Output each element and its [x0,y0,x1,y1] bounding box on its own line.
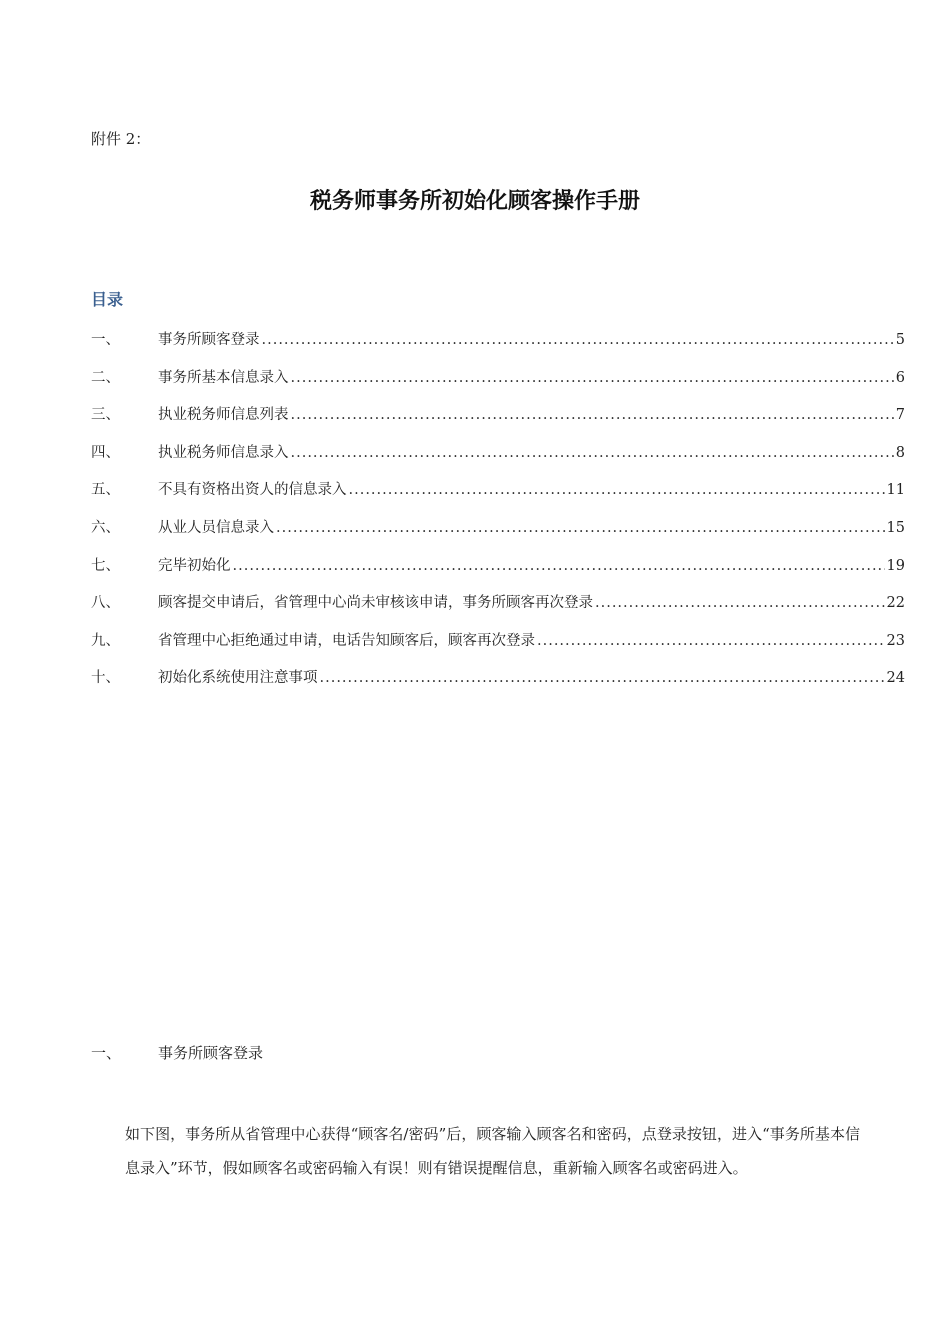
toc-entry-text: 事务所基本信息录入 [158,369,289,386]
toc-entry-page: 19 [886,557,905,574]
toc-entry-number: 四、 [91,444,120,461]
toc-leader-dots [291,367,894,389]
toc-heading: 目录 [91,290,124,309]
toc-entry-4[interactable] [91,442,905,480]
toc-entry-number: 十、 [91,670,120,687]
document-title: 税务师事务所初始化顾客操作手册 [309,188,640,214]
toc-entry-text: 不具有资格出资人的信息录入 [158,482,347,499]
toc-entry-page: 22 [886,595,905,612]
toc-leader-dots [262,329,894,351]
toc-entry-text: 执业税务师信息录入 [158,444,289,461]
table-of-contents [91,329,905,705]
toc-entry-number: 七、 [91,557,120,574]
toc-entry-5[interactable] [91,479,905,517]
toc-leader-dots [537,630,885,652]
toc-entry-page: 8 [895,444,905,461]
toc-entry-7[interactable] [91,555,905,593]
toc-entry-number: 六、 [91,519,120,536]
toc-entry-text: 事务所顾客登录 [158,332,260,348]
toc-entry-text: 顾客提交申请后，省管理中心尚未审核该申请，事务所顾客再次登录 [158,595,593,612]
toc-leader-dots [349,479,885,501]
toc-entry-page: 15 [886,519,905,536]
toc-entry-page: 5 [895,332,905,348]
section-paragraph: 如下图，事务所从省管理中心获得“顾客名/密码”后，顾客输入顾客名和密码，点登录按钮，进入“事务所基本信息录入”环节，假如顾客名或密码输入有误！则有错误提醒信息，重新输入顾客名或密码进入。 [125,1125,860,1177]
section-heading [91,1042,591,1064]
toc-entry-number: 三、 [91,407,120,424]
toc-entry-number: 九、 [91,632,120,649]
toc-entry-text: 省管理中心拒绝通过申请，电话告知顾客后，顾客再次登录 [158,632,535,649]
toc-entry-6[interactable] [91,517,905,555]
toc-leader-dots [320,667,885,689]
toc-entry-page: 7 [895,407,905,424]
section-title: 事务所顾客登录 [158,1044,264,1062]
toc-entry-number: 五、 [91,482,120,499]
toc-entry-text: 从业人员信息录入 [158,519,274,536]
toc-entry-number: 二、 [91,369,120,386]
toc-leader-dots [291,442,894,464]
toc-entry-page: 24 [886,670,905,687]
toc-leader-dots [291,404,894,426]
toc-entry-number: 一、 [91,332,120,348]
toc-entry-1[interactable] [91,329,905,367]
toc-leader-dots [276,517,885,539]
toc-entry-number: 八、 [91,595,120,612]
toc-leader-dots [233,555,885,577]
toc-entry-page: 6 [895,369,905,386]
toc-entry-9[interactable] [91,630,905,668]
toc-entry-text: 执业税务师信息列表 [158,407,289,424]
toc-entry-text: 初始化系统使用注意事项 [158,670,318,687]
toc-leader-dots [595,592,885,614]
toc-entry-3[interactable] [91,404,905,442]
toc-entry-10[interactable] [91,667,905,705]
attachment-label: 附件 2： [91,130,151,148]
section-number: 一、 [91,1044,122,1062]
toc-entry-8[interactable] [91,592,905,630]
toc-entry-page: 11 [886,482,905,499]
toc-entry-2[interactable] [91,367,905,405]
toc-entry-text: 完毕初始化 [158,557,231,574]
toc-entry-page: 23 [886,632,905,649]
